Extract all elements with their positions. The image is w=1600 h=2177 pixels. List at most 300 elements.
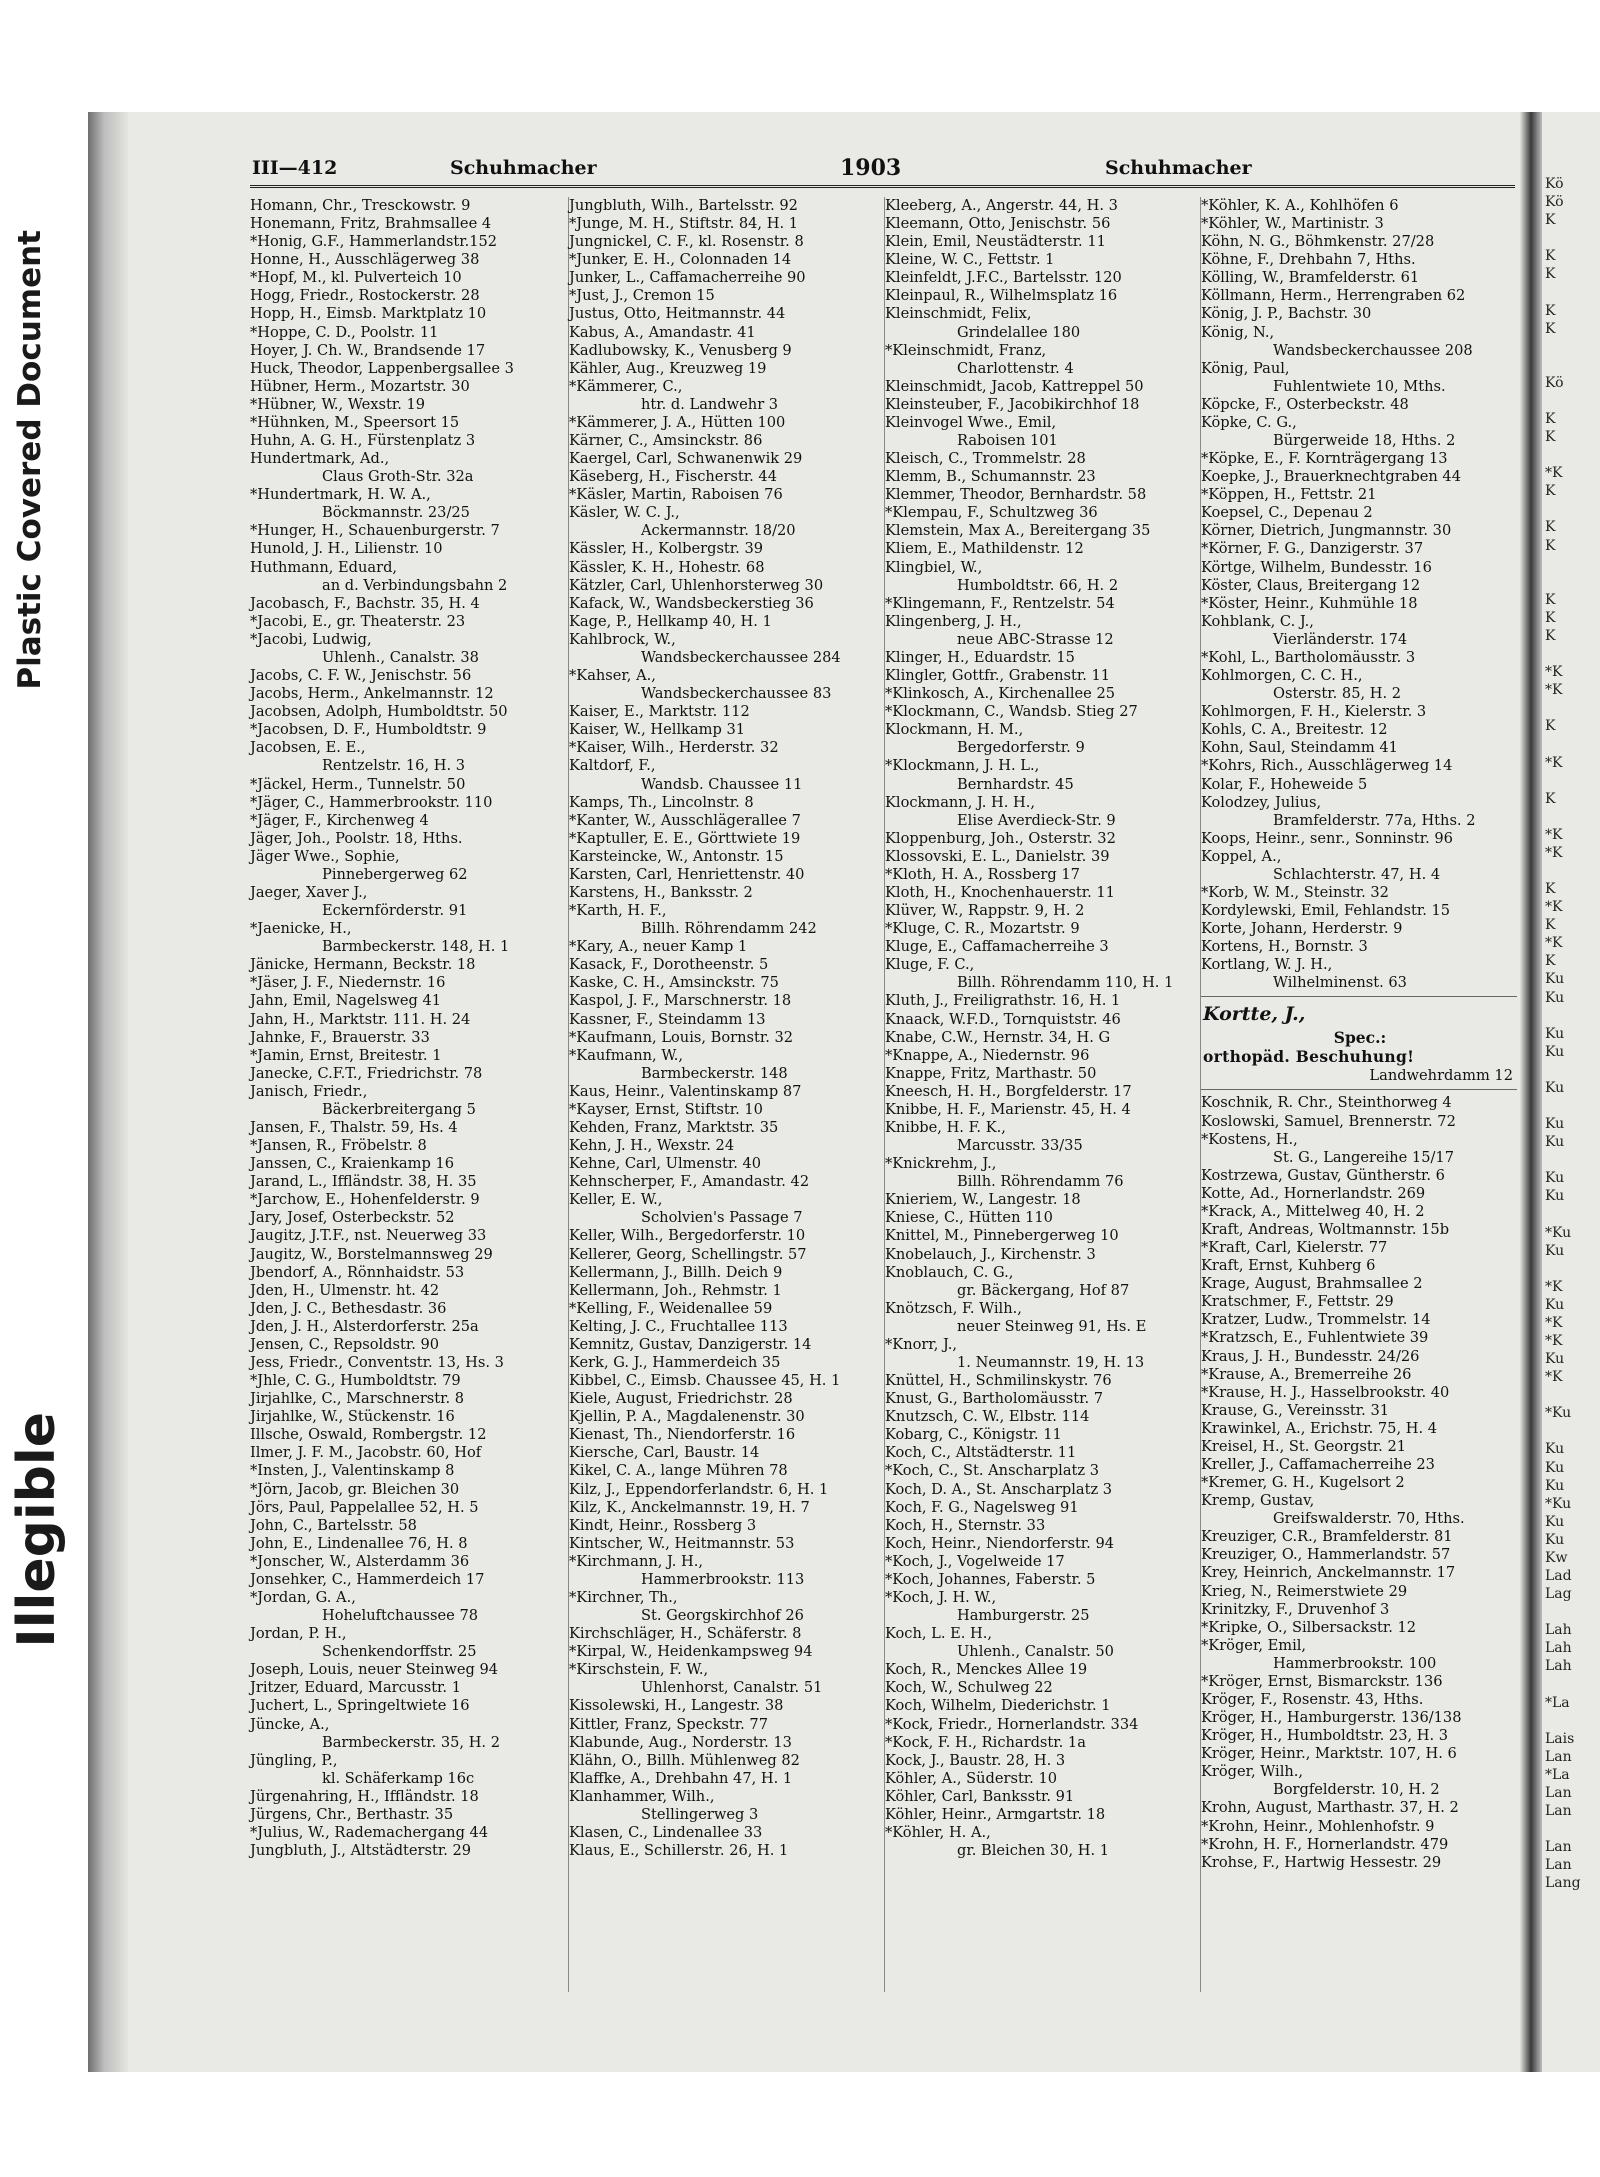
entry-address-continuation: Hamburgerstr. 25 [957,1607,1090,1625]
directory-entry: Koppel, A., [1201,847,1282,865]
entry-address-continuation: Billh. Röhrendamm 110, H. 1 [957,974,1174,992]
column-1 [250,197,566,1992]
entry-address-continuation: Schlachterstr. 47, H. 4 [1273,865,1441,883]
directory-entry: *Hoppe, C. D., Poolstr. 11 [250,323,439,341]
directory-entry: *Klinkosch, A., Kirchenallee 25 [885,685,1116,703]
directory-entry: Klähn, O., Billh. Mühlenweg 82 [569,1751,800,1769]
directory-entry: *Kämmerer, C., [569,377,683,395]
directory-entry: *Kohrs, Rich., Ausschlägerweg 14 [1201,757,1453,775]
directory-entry: *Jacobi, E., gr. Theaterstr. 23 [250,612,466,630]
entry-address-continuation: htr. d. Landwehr 3 [641,395,779,413]
directory-entry: Kröger, H., Hamburgerstr. 136/138 [1201,1709,1462,1727]
directory-entry: Koch, R., Menckes Allee 19 [885,1661,1088,1679]
entry-address-continuation: Pinnebergerweg 62 [322,865,468,883]
directory-entry: Koschnik, R. Chr., Steinthorweg 4 [1201,1094,1452,1112]
directory-entry: John, E., Lindenallee 76, H. 8 [250,1534,468,1552]
directory-entry: Kohls, C. A., Breitestr. 12 [1201,721,1388,739]
directory-entry: Klemstein, Max A., Bereitergang 35 [885,522,1151,540]
directory-entry: Hopp, H., Eimsb. Marktplatz 10 [250,305,487,323]
entry-address-continuation: Vierländerstr. 174 [1273,630,1408,648]
facing-page-text: Lais [1545,1730,1575,1747]
directory-entry: Kleinsteuber, F., Jacobikirchhof 18 [885,395,1140,413]
directory-entry: Krohse, F., Hartwig Hessestr. 29 [1201,1853,1442,1871]
facing-page-text: Lan [1545,1857,1572,1874]
directory-entry: Klasen, C., Lindenallee 33 [569,1824,763,1842]
directory-entry: Huck, Theodor, Lappenbergsallee 3 [250,359,514,377]
directory-entry: Jensen, C., Repsoldstr. 90 [250,1335,440,1353]
directory-entry: *Krack, A., Mittelweg 40, H. 2 [1201,1202,1425,1220]
side-label-plastic-covered [0,190,60,730]
directory-entry: *Krohn, H. F., Hornerlandstr. 479 [1201,1835,1449,1853]
facing-page-text: *K [1545,1278,1563,1295]
directory-entry: Kaiser, E., Marktstr. 112 [569,703,750,721]
directory-entry: Kähler, Aug., Kreuzweg 19 [569,359,767,377]
directory-entry: Kasack, F., Dorotheenstr. 5 [569,956,769,974]
directory-entry: *Kripke, O., Silbersackstr. 12 [1201,1618,1417,1636]
column-3 [884,197,1201,1992]
directory-entry: Justus, Otto, Heitmannstr. 44 [569,305,786,323]
directory-entry: Jritzer, Eduard, Marcusstr. 1 [250,1679,461,1697]
directory-entry: Jungbluth, J., Altstädterstr. 29 [250,1842,472,1860]
directory-entry: Kostrzewa, Gustav, Güntherstr. 6 [1201,1166,1445,1184]
directory-entry: Jungbluth, Wilh., Bartelsstr. 92 [569,197,798,214]
directory-entry: Kerk, G. J., Hammerdeich 35 [569,1354,781,1371]
directory-entry: Krieg, N., Reimerstwiete 29 [1201,1582,1408,1600]
facing-page-text [1545,735,1600,753]
directory-entry: *Jacobi, Ludwig, [250,630,372,648]
directory-entry: Kiersche, Carl, Baustr. 14 [569,1444,760,1462]
facing-page-text [1545,1422,1600,1440]
ad-specialty-label: Spec.: [1333,1028,1387,1048]
facing-page-text [1545,1675,1600,1693]
facing-page-text: Ku [1545,1296,1565,1313]
directory-entry: Knüttel, H., Schmilinskystr. 76 [885,1372,1112,1390]
directory-entry: Huthmann, Eduard, [250,558,398,576]
directory-entry: Klingbiel, W., [885,558,983,576]
directory-entry: *Klingemann, F., Rentzelstr. 54 [885,594,1115,612]
directory-entry: Kohblank, C. J., [1201,612,1314,630]
directory-entry: Jirjahlke, W., Stückenstr. 16 [250,1408,455,1426]
entry-address-continuation: gr. Bäckergang, Hof 87 [957,1281,1130,1299]
facing-page-text: Lan [1545,1803,1572,1820]
directory-entry: Koch, Wilhelm, Diederichstr. 1 [885,1697,1111,1715]
directory-entry: Jacobs, C. F. W., Jenischstr. 56 [250,667,472,685]
directory-entry: Hübner, Herm., Mozartstr. 30 [250,377,470,395]
directory-entry: Kobarg, C., Königstr. 11 [885,1426,1062,1444]
directory-entry: Kreuziger, O., Hammerlandstr. 57 [1201,1546,1451,1564]
directory-entry: Kiele, August, Friedrichstr. 28 [569,1390,793,1408]
directory-entry: Jörs, Paul, Pappelallee 52, H. 5 [250,1498,479,1516]
directory-entry: *Kirschstein, F. W., [569,1661,709,1679]
entry-address-continuation: Wandsbeckerchaussee 83 [641,685,832,703]
entry-address-continuation: neue ABC-Strasse 12 [957,630,1114,648]
directory-entry: Knobelauch, J., Kirchenstr. 3 [885,1245,1096,1263]
directory-entry: *Korb, W. M., Steinstr. 32 [1201,883,1389,901]
directory-entry: König, J. P., Bachstr. 30 [1201,305,1372,323]
ad-specialty-text: orthopäd. Beschuhung! [1203,1047,1415,1067]
directory-entry: Kock, J., Baustr. 28, H. 3 [885,1751,1066,1769]
entry-address-continuation: Humboldtstr. 66, H. 2 [957,576,1119,594]
facing-page-text: Lan [1545,1748,1572,1765]
directory-entry: *Jäser, J. F., Niedernstr. 16 [250,974,446,992]
facing-page-text [1545,356,1600,374]
directory-entry: *Jörn, Jacob, gr. Bleichen 30 [250,1480,460,1498]
facing-page-text: *K [1545,844,1563,861]
directory-entry: Kehne, Carl, Ulmenstr. 40 [569,1155,762,1173]
facing-page-text: *Ku [1545,1495,1572,1512]
directory-entry: Kratschmer, F., Fettstr. 29 [1201,1293,1394,1311]
facing-page-text: K [1545,302,1556,319]
facing-page-text [1545,1386,1600,1404]
directory-entry: Klein, Emil, Neustädterstr. 11 [885,233,1106,251]
facing-page-text [1545,1260,1600,1278]
directory-entry: Jungnickel, C. F., kl. Rosenstr. 8 [569,233,804,251]
directory-entry: Kleinpaul, R., Wilhelmsplatz 16 [885,287,1118,305]
column-4-entries-top [1201,197,1517,992]
directory-entry: Jürgens, Chr., Berthastr. 35 [250,1805,454,1823]
directory-entry: Kölling, W., Bramfelderstr. 61 [1201,269,1420,287]
directory-entry: Knittel, M., Pinnebergerweg 10 [885,1227,1119,1245]
ad-title: Kortte, J., [1203,1003,1306,1026]
directory-entry: *Honig, G.F., Hammerlandstr.152 [250,233,498,251]
directory-entry: Kratzer, Ludw., Trommelstr. 14 [1201,1311,1431,1329]
directory-entry: Janecke, C.F.T., Friedrichstr. 78 [250,1064,483,1082]
directory-entry: Knappe, Fritz, Marthastr. 50 [885,1064,1097,1082]
directory-entry: Karstens, H., Banksstr. 2 [569,883,753,901]
directory-entry: Kohlmorgen, F. H., Kielerstr. 3 [1201,703,1427,721]
directory-entry: Kleine, W. C., Fettstr. 1 [885,251,1055,269]
directory-entry: John, C., Bartelsstr. 58 [250,1516,417,1534]
entry-address-continuation: Schenkendorffstr. 25 [322,1643,477,1661]
directory-entry: Honemann, Fritz, Brahmsallee 4 [250,215,492,233]
directory-entry: *Insten, J., Valentinskamp 8 [250,1462,455,1480]
facing-page-text: *K [1545,664,1563,681]
entry-address-continuation: Grindelallee 180 [957,323,1081,341]
directory-entry: Jänicke, Hermann, Beckstr. 18 [250,956,476,974]
directory-entry: Klaffke, A., Drehbahn 47, H. 1 [569,1769,793,1787]
facing-page-text [1545,1603,1600,1621]
entry-address-continuation: Wandsbeckerchaussee 284 [641,648,841,666]
facing-page-text: Lan [1545,1839,1572,1856]
directory-entry: *Kaufmann, W., [569,1046,684,1064]
directory-entry: Jahn, H., Marktstr. 111. H. 24 [250,1010,471,1028]
directory-entry: Klingenberg, J. H., [885,612,1022,630]
directory-entry: Käsler, W. C. J., [569,504,680,522]
directory-entry: Kelting, J. C., Fruchtallee 113 [569,1317,788,1335]
side-label-bottom-text: Illegible [7,1412,67,1648]
directory-entry: *Jäger, F., Kirchenweg 4 [250,811,429,829]
directory-entry: Kortens, H., Bornstr. 3 [1201,938,1368,956]
directory-entry: Jaugitz, J.T.F., nst. Neuerweg 33 [250,1227,487,1245]
entry-address-continuation: Billh. Röhrendamm 242 [641,920,817,938]
directory-entry: Juchert, L., Springeltwiete 16 [250,1697,470,1715]
directory-entry: *Hunger, H., Schauenburgerstr. 7 [250,522,500,540]
entry-address-continuation: an d. Verbindungsbahn 2 [322,576,508,594]
facing-page-text: *K [1545,1314,1563,1331]
directory-entry: Knibbe, H. F., Marienstr. 45, H. 4 [885,1100,1131,1118]
directory-entry: Kikel, C. A., lange Mühren 78 [569,1462,788,1480]
facing-page-text [1545,699,1600,717]
directory-entry: Kage, P., Hellkamp 40, H. 1 [569,612,772,630]
directory-entry: Koch, C., Altstädterstr. 11 [885,1444,1077,1462]
facing-page-text: K [1545,212,1556,229]
directory-entry: Jaugitz, W., Borstelmannsweg 29 [250,1245,493,1263]
directory-entry: Köhn, N. G., Böhmkenstr. 27/28 [1201,233,1435,251]
directory-entry: Kloth, H., Knochenhauerstr. 11 [885,883,1115,901]
directory-entry: *Köpke, E., F. Kornträgergang 13 [1201,450,1448,468]
directory-entry: Jacobs, Herm., Ankelmannstr. 12 [250,685,494,703]
directory-entry: Krey, Heinrich, Anckelmannstr. 17 [1201,1564,1456,1582]
facing-page-text: K [1545,917,1556,934]
facing-page-text: Kö [1545,176,1564,192]
directory-entry: Kaltdorf, F., [569,757,656,775]
directory-entry: *Hopf, M., kl. Pulverteich 10 [250,269,462,287]
directory-entry: *Klockmann, C., Wandsb. Stieg 27 [885,703,1138,721]
entry-address-continuation: 1. Neumannstr. 19, H. 13 [957,1354,1145,1371]
facing-page-text [1545,392,1600,410]
facing-page-text: K [1545,718,1556,735]
directory-entry: Keller, E. W., [569,1191,663,1209]
directory-entry: Krause, G., Vereinsstr. 31 [1201,1401,1390,1419]
directory-entry: Kaiser, W., Hellkamp 31 [569,721,746,739]
directory-entry: Kleinfeldt, J.F.C., Bartelsstr. 120 [885,269,1122,287]
facing-page-text [1545,1007,1600,1025]
directory-entry: Kremp, Gustav, [1201,1492,1315,1510]
facing-page-text [1545,1820,1600,1838]
directory-entry: Kaske, C. H., Amsinckstr. 75 [569,974,779,992]
directory-entry: Joseph, Louis, neuer Steinweg 94 [250,1661,499,1679]
directory-entry: Jüncke, A., [250,1715,330,1733]
directory-entry: *Just, J., Cremon 15 [569,287,715,305]
directory-entry: Klaus, E., Schillerstr. 26, H. 1 [569,1842,789,1860]
directory-entry: Koepke, J., Brauerknechtgraben 44 [1201,468,1462,486]
directory-entry: Kaus, Heinr., Valentinskamp 87 [569,1082,802,1100]
entry-address-continuation: Claus Groth-Str. 32a [322,468,474,486]
directory-entry: König, Paul, [1201,359,1290,377]
directory-entry: Kleisch, C., Trommelstr. 28 [885,450,1086,468]
directory-entry: Jäger, Joh., Poolstr. 18, Hths. [250,829,463,847]
directory-entry: Janssen, C., Kraienkamp 16 [250,1155,455,1173]
directory-entry: Honne, H., Ausschlägerweg 38 [250,251,480,269]
facing-page-text: Ku [1545,989,1565,1006]
directory-entry: Klinger, H., Eduardstr. 15 [885,648,1075,666]
directory-entry: Kniese, C., Hütten 110 [885,1209,1053,1227]
facing-page-text: Ku [1545,1134,1565,1151]
facing-page-fragment [1545,175,1600,1995]
entry-address-continuation: Rentzelstr. 16, H. 3 [322,757,466,775]
facing-page-text [1545,555,1600,573]
facing-page-text: Ku [1545,1242,1565,1259]
directory-entry: Kleeberg, A., Angerstr. 44, H. 3 [885,197,1118,214]
facing-page-text: Kw [1545,1549,1568,1566]
directory-entry: Kellerer, Georg, Schellingstr. 57 [569,1245,807,1263]
entry-address-continuation: Uhlenh., Canalstr. 38 [322,648,479,666]
directory-entry: *Karth, H. F., [569,902,667,920]
facing-page-text [1545,283,1600,301]
entry-address-continuation: Billh. Röhrendamm 76 [957,1173,1124,1191]
directory-entry: *Kämmerer, J. A., Hütten 100 [569,413,786,431]
facing-page-text: K [1545,790,1556,807]
directory-entry: *Kostens, H., [1201,1130,1298,1148]
directory-entry: Knutzsch, C. W., Elbstr. 114 [885,1408,1090,1426]
directory-entry: Jarand, L., Iffländstr. 38, H. 35 [250,1173,477,1191]
entry-address-continuation: Bergedorferstr. 9 [957,739,1085,757]
directory-entry: *Kirchmann, J. H., [569,1552,704,1570]
entry-address-continuation: Uhlenhorst, Canalstr. 51 [641,1679,823,1697]
directory-entry: Krohn, August, Marthastr. 37, H. 2 [1201,1799,1459,1817]
header-year: 1903 [840,155,902,181]
page-left-edge-shadow [88,112,128,2072]
directory-entry: *Jamin, Ernst, Breitestr. 1 [250,1046,442,1064]
directory-entry: *Junker, E. H., Colonnaden 14 [569,251,792,269]
entry-address-continuation: Barmbeckerstr. 35, H. 2 [322,1733,500,1751]
entry-address-continuation: Scholvien's Passage 7 [641,1209,803,1227]
directory-entry: Jahn, Emil, Nagelsweg 41 [250,992,442,1010]
directory-entry: Koch, D. A., St. Anscharplatz 3 [885,1480,1113,1498]
entry-address-continuation: Bernhardstr. 45 [957,775,1074,793]
directory-entry: Knaack, W.F.D., Tornquiststr. 46 [885,1010,1121,1028]
directory-entry: Jary, Josef, Osterbeckstr. 52 [250,1209,455,1227]
directory-entry: Kirchschläger, H., Schäferstr. 8 [569,1625,802,1643]
directory-entry: Kehn, J. H., Wexstr. 24 [569,1137,735,1155]
facing-page-text: *K [1545,682,1563,699]
directory-entry: Kamps, Th., Lincolnstr. 8 [569,793,754,811]
entry-address-continuation: Borgfelderstr. 10, H. 2 [1273,1781,1440,1799]
facing-page-text: K [1545,591,1556,608]
directory-entry: *Koch, J., Vogelweide 17 [885,1552,1065,1570]
directory-entry: *Knickrehm, J., [885,1155,997,1173]
directory-entry: Jden, J. C., Bethesdastr. 36 [250,1299,447,1317]
directory-entry: Jahnke, F., Brauerstr. 33 [250,1028,430,1046]
entry-address-continuation: St. G., Langereihe 15/17 [1273,1148,1454,1166]
directory-entry: Jden, J. H., Alsterdorferstr. 25a [250,1317,479,1335]
directory-entry: *Knappe, A., Niedernstr. 96 [885,1046,1090,1064]
directory-entry: *Koch, C., St. Anscharplatz 3 [885,1462,1100,1480]
directory-entry: Klemm, B., Schumannstr. 23 [885,468,1096,486]
facing-page-text: *La [1545,1694,1570,1711]
facing-page-text: K [1545,429,1556,446]
directory-entry: Klockmann, H. M., [885,721,1024,739]
directory-entry: *Kayser, Ernst, Stiftstr. 10 [569,1100,763,1118]
directory-entry: Kröger, H., Humboldtstr. 23, H. 3 [1201,1727,1449,1745]
directory-entry: Klabunde, Aug., Norderstr. 13 [569,1733,792,1751]
directory-entry: *Kleinschmidt, Franz, [885,341,1047,359]
facing-page-text: Lang [1545,1875,1581,1892]
facing-page-text: Lah [1545,1658,1572,1675]
directory-entry: Kleinvogel Wwe., Emil, [885,413,1057,431]
directory-entry: Kordylewski, Emil, Fehlandstr. 15 [1201,902,1451,920]
directory-entry: Kemnitz, Gustav, Danzigerstr. 14 [569,1335,812,1353]
facing-page-text: *Ku [1545,1224,1572,1241]
directory-entry: Krage, August, Brahmsallee 2 [1201,1275,1423,1293]
directory-entry: Jordan, P. H., [250,1625,347,1643]
directory-entry: Kilz, J., Eppendorferlandstr. 6, H. 1 [569,1480,829,1498]
directory-entry: Knust, G., Bartholomäusstr. 7 [885,1390,1104,1408]
entry-address-continuation: Hammerbrookstr. 113 [641,1570,805,1588]
directory-entry: Karsteincke, W., Antonstr. 15 [569,847,784,865]
side-label-illegible [0,1380,67,1680]
directory-entry: Jäger Wwe., Sophie, [250,847,400,865]
directory-entry: Kleemann, Otto, Jenischstr. 56 [885,215,1111,233]
directory-entry: *Kremer, G. H., Kugelsort 2 [1201,1474,1405,1492]
directory-entry: Kluth, J., Freiligrathstr. 16, H. 1 [885,992,1121,1010]
directory-entry: Krinitzky, F., Druvenhof 3 [1201,1600,1390,1618]
directory-entry: Köhler, Heinr., Armgartstr. 18 [885,1805,1106,1823]
directory-entry: Kohn, Saul, Steindamm 41 [1201,739,1398,757]
directory-entry: Klossovski, E. L., Danielstr. 39 [885,847,1110,865]
directory-entry: Jess, Friedr., Conventstr. 13, Hs. 3 [250,1354,504,1371]
directory-entry: *Körner, F. G., Danzigerstr. 37 [1201,540,1424,558]
directory-entry: Kjellin, P. A., Magdalenenstr. 30 [569,1408,805,1426]
facing-page-text: K [1545,609,1556,626]
directory-entry: Kärner, C., Amsinckstr. 86 [569,432,763,450]
facing-page-text: *Ku [1545,1405,1572,1422]
directory-entry: Köpcke, F., Osterbeckstr. 48 [1201,395,1409,413]
directory-entry: Jden, H., Ulmenstr. ht. 42 [250,1281,440,1299]
directory-entry: König, N., [1201,323,1275,341]
facing-page-text [1545,645,1600,663]
directory-entry: Kaergel, Carl, Schwanenwik 29 [569,450,803,468]
page-header [250,155,1515,188]
entry-address-continuation: Bramfelderstr. 77a, Hths. 2 [1273,811,1476,829]
header-section-title-right: Schuhmacher [1105,157,1252,179]
book-gutter [1520,112,1542,2072]
directory-entry: *Junge, M. H., Stiftstr. 84, H. 1 [569,215,799,233]
facing-page-text: K [1545,248,1556,265]
directory-entry: Kehnscherper, F., Amandastr. 42 [569,1173,810,1191]
directory-entry: *Jarchow, E., Hohenfelderstr. 9 [250,1191,480,1209]
directory-entry: Kafack, W., Wandsbeckerstieg 36 [569,594,814,612]
directory-entry: *Kirpal, W., Heidenkampsweg 94 [569,1643,813,1661]
entry-address-continuation: neuer Steinweg 91, Hs. E [957,1317,1147,1335]
directory-entry: Koch, W., Schulweg 22 [885,1679,1053,1697]
directory-entry: Kilz, K., Anckelmannstr. 19, H. 7 [569,1498,810,1516]
facing-page-text: *K [1545,1369,1563,1386]
directory-entry: Köhler, A., Süderstr. 10 [885,1769,1058,1787]
directory-entry: Korte, Johann, Herderstr. 9 [1201,920,1403,938]
facing-page-text: Lah [1545,1640,1572,1657]
header-section-title-left: Schuhmacher [450,157,597,179]
facing-page-text: Ku [1545,1531,1565,1548]
directory-entry: *Klempau, F., Schultzweg 36 [885,504,1098,522]
directory-entry: Junker, L., Caffamacherreihe 90 [569,269,806,287]
directory-entry: *Kloth, H. A., Rossberg 17 [885,865,1080,883]
directory-entry: Körtge, Wilhelm, Bundesstr. 16 [1201,558,1432,576]
directory-entry: Kreisel, H., St. Georgstr. 21 [1201,1437,1407,1455]
directory-entry: *Kaptuller, E. E., Görttwiete 19 [569,829,801,847]
facing-page-text [1545,500,1600,518]
directory-entry: *Kelling, F., Weidenallee 59 [569,1299,773,1317]
directory-entry: *Kohl, L., Bartholomäusstr. 3 [1201,648,1416,666]
facing-page-text: *K [1545,899,1563,916]
column-4-entries-bottom [1201,1094,1517,1871]
directory-entry: Hogg, Friedr., Rostockerstr. 28 [250,287,480,305]
directory-entry: *Köhler, W., Martinistr. 3 [1201,215,1384,233]
facing-page-text [1545,1061,1600,1079]
directory-entry: Kraus, J. H., Bundesstr. 24/26 [1201,1347,1420,1365]
directory-entry: *Hundertmark, H. W. A., [250,486,431,504]
entry-address-continuation: Wandsbeckerchaussee 208 [1273,341,1473,359]
column-4 [1200,197,1517,1992]
directory-entry: Kröger, F., Rosenstr. 43, Hths. [1201,1691,1424,1709]
entry-address-continuation: Elise Averdieck-Str. 9 [957,811,1116,829]
directory-entry: Kolodzey, Julius, [1201,793,1322,811]
directory-entry: *Jordan, G. A., [250,1589,356,1607]
facing-page-text: K [1545,266,1556,283]
facing-page-text: K [1545,953,1556,970]
directory-entry: Klemmer, Theodor, Bernhardstr. 58 [885,486,1147,504]
directory-entry: *Krohn, Heinr., Mohlenhofstr. 9 [1201,1817,1435,1835]
